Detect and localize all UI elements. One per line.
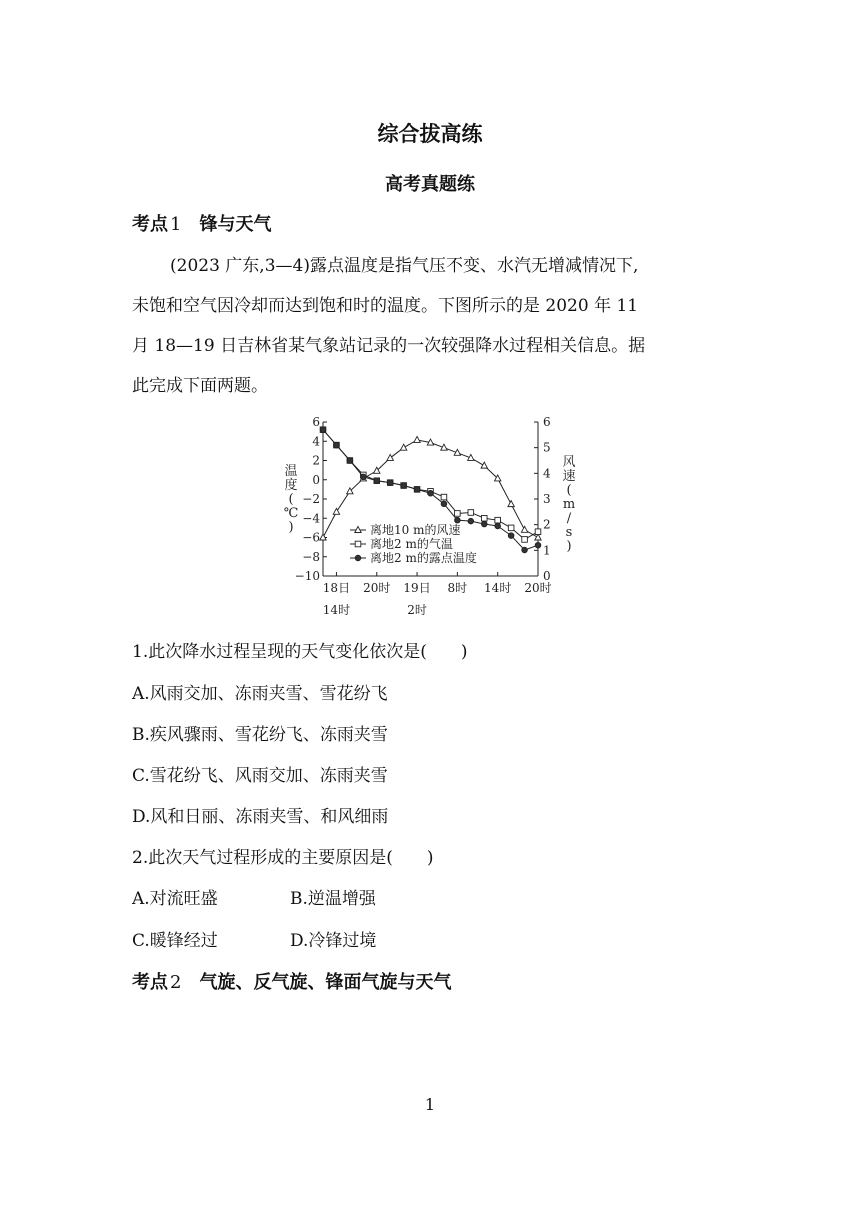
question-1-option-d: D.风和日丽、冻雨夹雪、和风细雨: [132, 807, 389, 827]
left-axis-label-char: ℃: [283, 506, 299, 521]
question-2-stem: 2.此次天气过程形成的主要原因是( ): [132, 848, 434, 868]
series-3-point: [441, 501, 447, 507]
left-axis-label-char: (: [288, 492, 294, 507]
series-2-point: [508, 525, 514, 531]
series-3-point: [374, 478, 380, 484]
series-1-point: [387, 454, 393, 460]
legend-marker: [355, 555, 361, 561]
right-tick-label: 1: [543, 543, 551, 558]
series-3-point: [320, 427, 326, 433]
section-label: 考点: [132, 214, 168, 235]
question-2-option-d: D.冷锋过境: [290, 931, 377, 951]
series-2-point: [441, 494, 447, 500]
left-tick-label: 2: [312, 453, 320, 468]
series-3-point: [347, 458, 353, 464]
left-tick-label: −10: [294, 569, 320, 583]
right-tick-label: 2: [543, 517, 551, 532]
right-tick-label: 3: [543, 492, 551, 506]
left-tick-label: 0: [312, 472, 320, 487]
series-1-point: [481, 462, 487, 468]
series-3-point: [401, 483, 407, 489]
weather-chart: [280, 410, 580, 625]
series-3-point: [522, 547, 528, 553]
intro-line-1: (2023 广东,3—4)露点温度是指气压不变、水汽无增减情况下,: [170, 256, 639, 276]
intro-line-2: 未饱和空气因冷却而达到饱和时的温度。下图所示的是 2020 年 11: [132, 296, 639, 316]
intro-line-4: 此完成下面两题。: [132, 376, 268, 396]
right-axis-label-char: ): [566, 539, 572, 554]
section-text: 锋与天气: [199, 214, 272, 235]
right-axis-label: [562, 455, 575, 554]
left-axis-label-char: 度: [284, 478, 298, 493]
section-label: 考点: [132, 972, 168, 993]
question-2-option-a: A.对流旺盛: [132, 889, 218, 909]
right-tick-label: 6: [543, 415, 551, 429]
series-3-point: [387, 480, 393, 486]
series-3-point: [334, 442, 340, 448]
series-1-point: [521, 526, 527, 532]
series-2-point: [481, 515, 487, 521]
intro-line-3: 月 18—19 日吉林省某气象站记录的一次较强降水过程相关信息。据: [132, 336, 646, 356]
x-tick-label: 20时: [524, 581, 552, 595]
section-text: 气旋、反气旋、锋面气旋与天气: [199, 972, 452, 993]
series-1-point: [414, 436, 420, 442]
x-tick-sublabel: 14时: [322, 603, 351, 617]
section-number: 2: [170, 972, 182, 993]
x-tick-label: 18日: [322, 581, 351, 595]
right-tick-label: 5: [543, 440, 551, 455]
page-title: 综合拔高练: [377, 122, 483, 146]
section-heading-1: [132, 210, 271, 236]
series-3-point: [468, 518, 474, 524]
series-2-point: [455, 511, 461, 517]
right-axis-label-char: s: [565, 525, 573, 540]
series-3-point: [481, 521, 487, 527]
question-1-stem: 1.此次降水过程呈现的天气变化依次是( ): [132, 642, 468, 662]
series-2-point: [468, 510, 474, 516]
series-1-point: [508, 501, 514, 507]
legend-label: 离地10 m的风速: [370, 523, 461, 537]
question-1-option-c: C.雪花纷飞、风雨交加、冻雨夹雪: [132, 766, 388, 786]
series-3-point: [414, 487, 420, 493]
series-3-point: [361, 474, 367, 480]
series-2-point: [535, 529, 541, 535]
legend-label: 离地2 m的露点温度: [370, 551, 477, 565]
page-subtitle: 高考真题练: [385, 174, 475, 195]
section-heading-2: [132, 968, 451, 994]
series-3-point: [428, 490, 434, 496]
x-tick-label: 14时: [484, 581, 512, 595]
x-tick-sublabel: 2时: [407, 603, 427, 617]
series-3-point: [508, 533, 514, 539]
series-1-point: [400, 444, 406, 450]
left-tick-label: −6: [302, 530, 320, 545]
right-axis-label-char: m: [562, 497, 576, 512]
series-3-point: [495, 523, 501, 529]
left-axis-label-char: 温: [284, 464, 298, 479]
right-tick-label: 0: [543, 569, 551, 583]
right-axis-label-char: 风: [562, 455, 576, 470]
legend-marker: [355, 541, 361, 547]
left-tick-label: −4: [302, 511, 320, 526]
right-tick-label: 4: [543, 466, 551, 481]
x-tick-label: 19日: [403, 581, 431, 595]
right-axis-label-char: /: [566, 511, 572, 526]
right-axis-label-char: (: [566, 483, 572, 498]
series-2-point: [522, 537, 528, 543]
question-2-option-b: B.逆温增强: [290, 889, 376, 909]
x-tick-label: 20时: [363, 581, 391, 595]
left-axis-label: [284, 464, 299, 535]
left-tick-label: −8: [302, 549, 320, 564]
question-1-option-a: A.风雨交加、冻雨夹雪、雪花纷飞: [132, 684, 388, 704]
series-2-point: [495, 517, 501, 523]
page-number: 1: [424, 1095, 436, 1114]
series-3-point: [535, 542, 541, 548]
chart-legend: [350, 522, 477, 565]
question-2-option-c: C.暖锋经过: [132, 931, 218, 951]
question-1-option-b: B.疾风骤雨、雪花纷飞、冻雨夹雪: [132, 725, 388, 745]
legend-label: 离地2 m的气温: [370, 537, 453, 551]
left-axis-label-char: ): [288, 520, 294, 535]
x-tick-label: 8时: [447, 581, 468, 595]
left-tick-label: 4: [312, 434, 320, 449]
left-tick-label: 6: [312, 415, 320, 429]
section-number: 1: [170, 214, 182, 235]
right-axis-label-char: 速: [562, 469, 576, 484]
left-tick-label: −2: [302, 492, 320, 506]
